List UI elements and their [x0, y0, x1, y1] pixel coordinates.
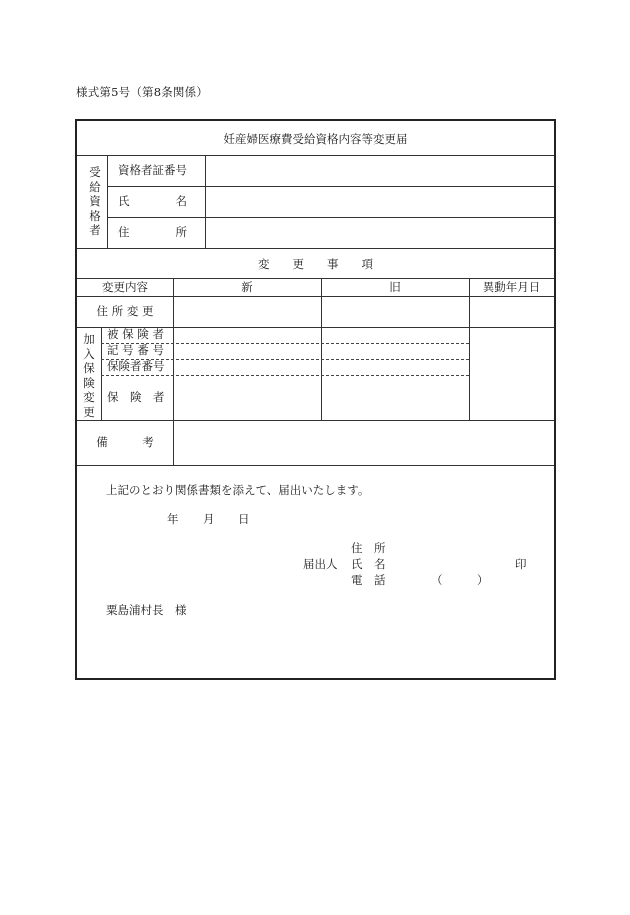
applicant-phone-label: 電 話 [351, 573, 386, 587]
divider [77, 465, 554, 466]
date-day: 日 [238, 512, 250, 526]
date-month: 月 [203, 512, 215, 526]
address-change-label: 住 所 変 更 [96, 304, 154, 318]
column-header-old: 旧 [389, 280, 401, 294]
divider [107, 155, 108, 248]
insurance-old-field[interactable] [322, 328, 469, 419]
applicant-address-label: 住 所 [351, 541, 386, 555]
address-change-new-field[interactable] [174, 297, 321, 327]
insurer-number-label: 保険者番号 [107, 359, 165, 373]
address-change-date-field[interactable] [470, 297, 554, 327]
certificate-number-label: 資格者証番号 [118, 163, 187, 177]
column-header-new: 新 [241, 280, 253, 294]
address-change-old-field[interactable] [322, 297, 469, 327]
date-year: 年 [167, 512, 179, 526]
column-header-date: 異動年月日 [482, 280, 541, 294]
insurance-new-field[interactable] [174, 328, 321, 419]
symbol-number-label: 記 号 番 号 [107, 343, 164, 357]
name-field[interactable] [206, 187, 554, 217]
applicant-name-label: 氏 名 [351, 557, 386, 571]
address-label: 住 所 [118, 225, 187, 239]
addressee: 粟島浦村長 様 [106, 603, 187, 617]
declaration-text: 上記のとおり関係書類を添えて、届出いたします。 [106, 483, 370, 497]
form-title: 妊産婦医療費受給資格内容等変更届 [223, 132, 408, 146]
insurance-side-label: 加入保険変更 [83, 332, 95, 419]
seal-mark: 印 [515, 557, 527, 571]
remarks-label: 備 考 [96, 435, 154, 449]
column-header-change: 変更内容 [102, 280, 148, 294]
divider [77, 248, 554, 249]
phone-parentheses: （ ） [431, 573, 489, 587]
remarks-field[interactable] [174, 421, 554, 465]
applicant-role: 届出人 [303, 557, 338, 571]
divider [77, 278, 554, 279]
changes-heading: 変 更 事 項 [258, 257, 373, 271]
insured-person-label: 被 保 険 者 [107, 327, 164, 341]
address-field[interactable] [206, 218, 554, 248]
insurer-label: 保 険 者 [107, 390, 165, 404]
form-frame [75, 119, 556, 680]
name-label: 氏 名 [118, 194, 187, 208]
insurance-date-field[interactable] [470, 328, 554, 419]
divider [101, 327, 102, 420]
form-number: 様式第5号（第8条関係） [76, 85, 209, 99]
certificate-number-field[interactable] [206, 156, 554, 186]
recipient-side-label: 受給資格者 [89, 165, 101, 237]
